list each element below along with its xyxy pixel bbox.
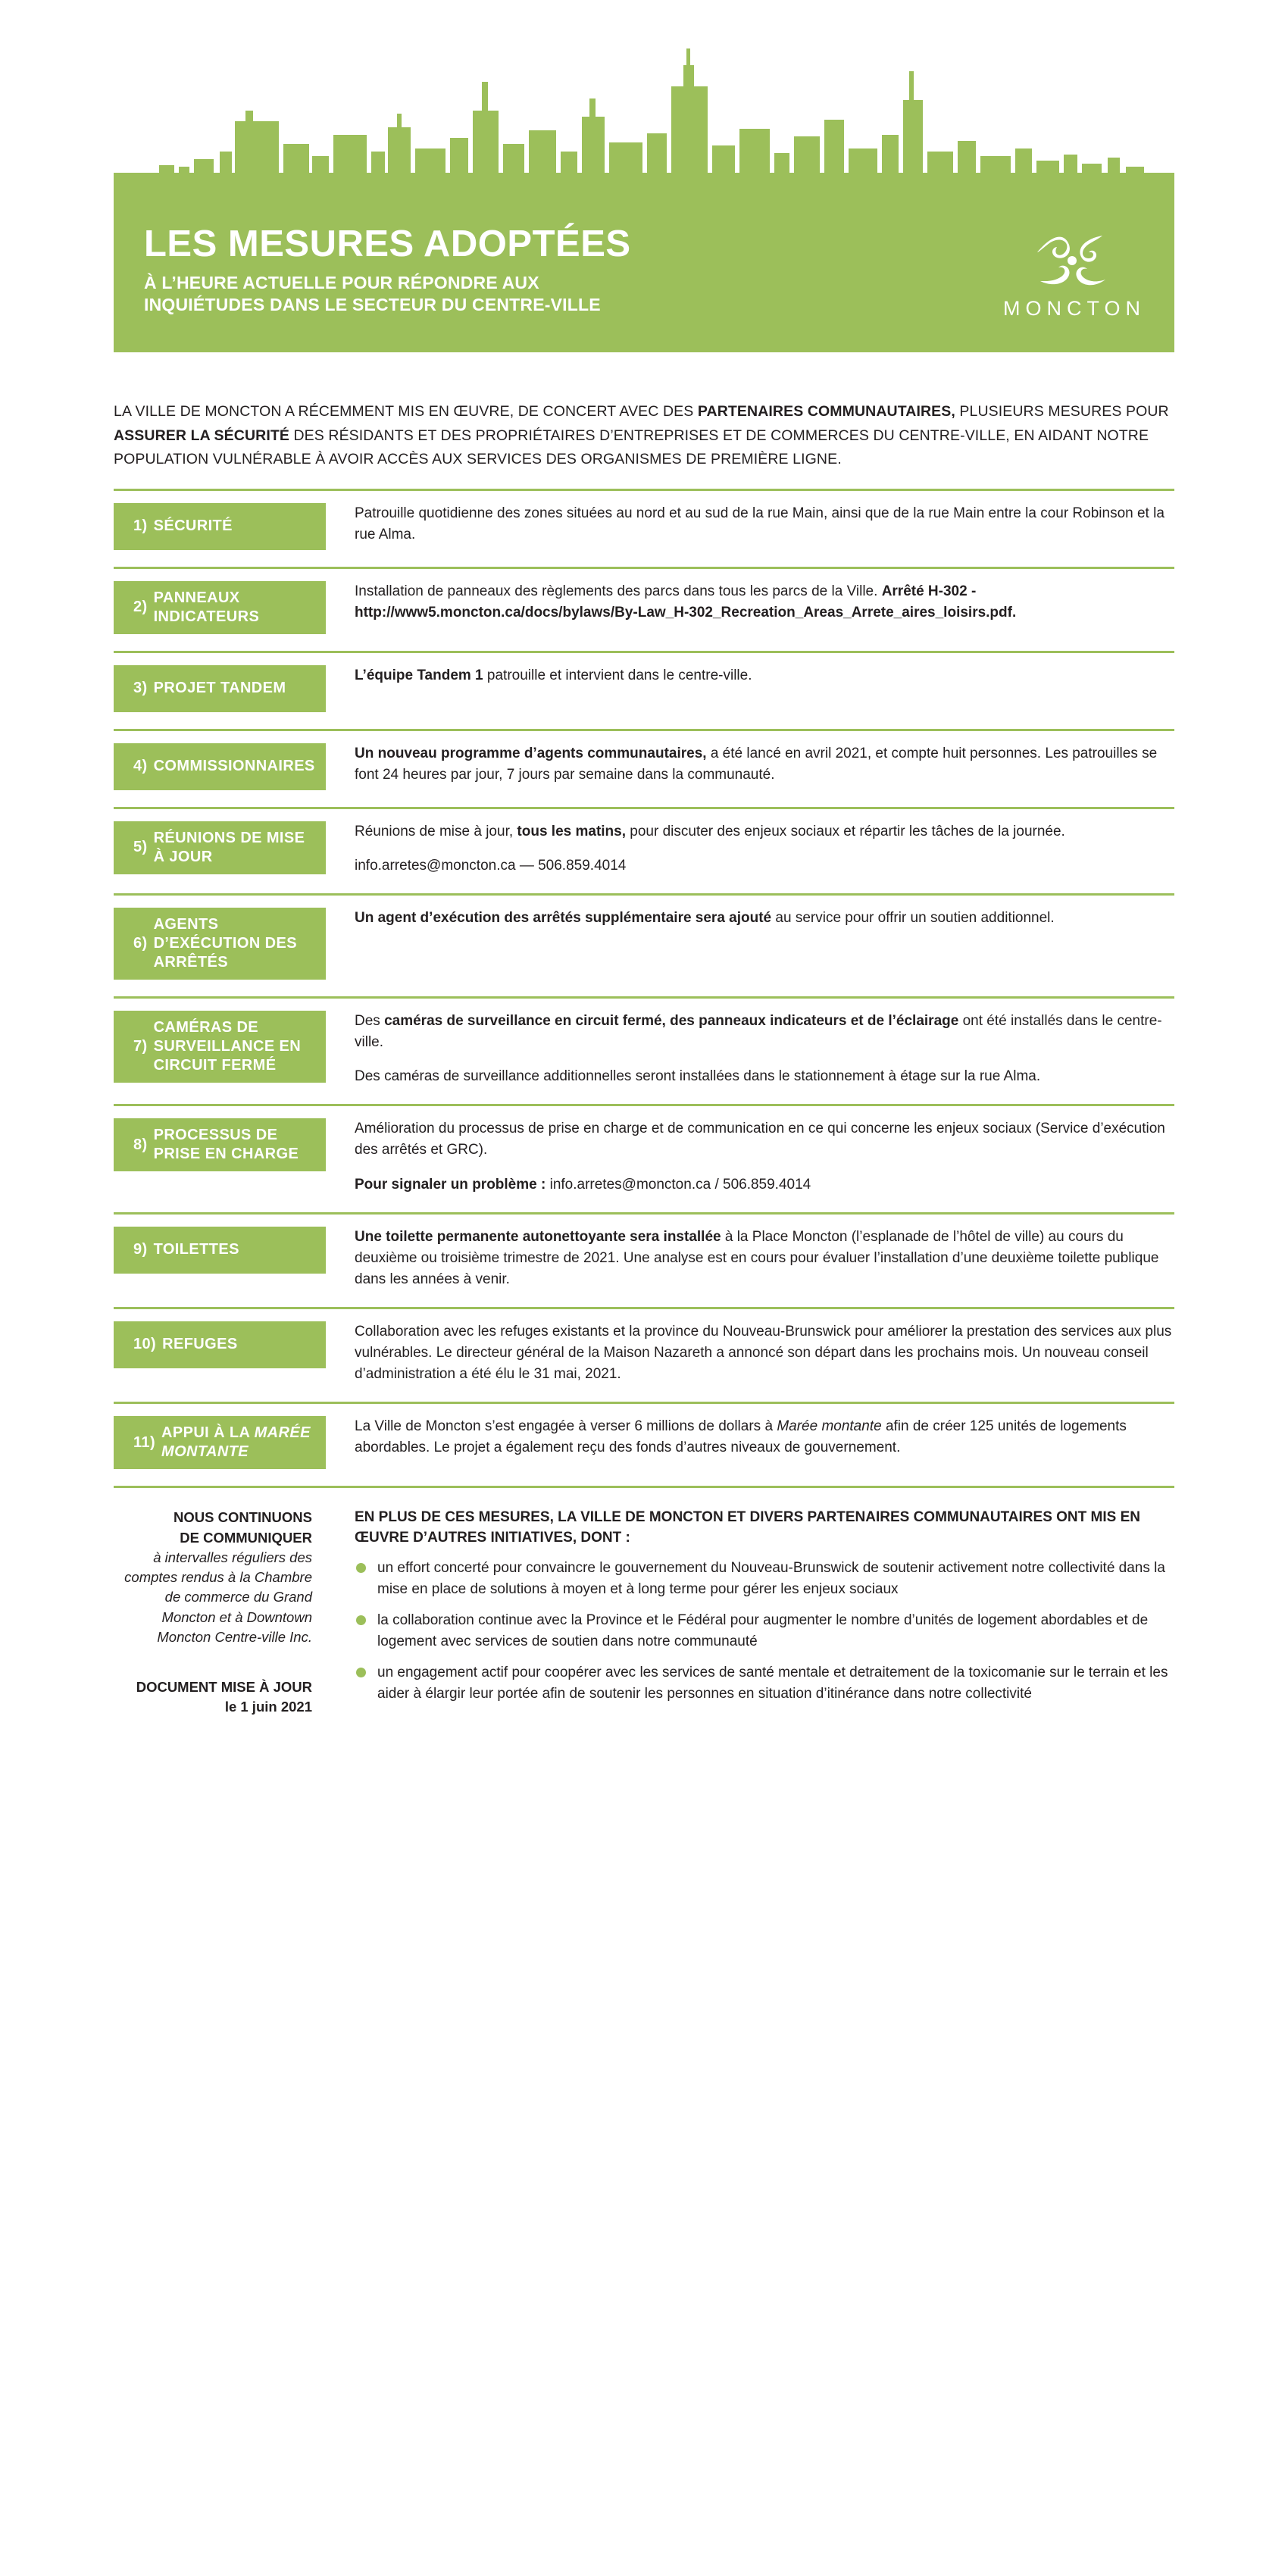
measure-body [326, 1321, 1174, 1385]
measure-number: 3) [133, 680, 148, 697]
measure-label-7 [114, 1011, 326, 1083]
text-run: Arrêté H-302 - http://www5.moncton.ca/docs/bylaws/By-Law_H-302_Recreation_Areas_Arrete_aires_loisirs.pdf. [355, 583, 1017, 621]
measure-label-text: REFUGES [162, 1336, 238, 1353]
text-run: Des caméras de surveillance additionnelles seront installées dans le stationnement à étage sur la rue Alma. [355, 1068, 1041, 1085]
footer-bullet-list [355, 1558, 1174, 1704]
measure-paragraph [355, 1321, 1174, 1385]
measure-label-5 [114, 821, 326, 874]
measure-paragraph [355, 821, 1174, 843]
header [114, 38, 1174, 371]
page-subtitle-line1: À L’HEURE ACTUELLE POUR RÉPONDRE AUX [144, 272, 539, 292]
footer [114, 1488, 1174, 1717]
text-run: Marée montante [777, 1418, 882, 1435]
measure-label-text: RÉUNIONS DE MISE À JOUR [153, 829, 305, 865]
text-run: Une toilette permanente autonettoyante sera installée [355, 1228, 721, 1245]
measure-number: 6) [133, 934, 148, 952]
measure-number: 11) [133, 1433, 156, 1451]
moncton-logo [998, 222, 1174, 320]
footer-lead-text: EN PLUS DE CES MESURES, LA VILLE DE MONCTON ET DIVERS PARTENAIRES COMMUNAUTAIRES ONT MIS EN ŒUVRE D’AUTRES INITIATIVES, DONT : [355, 1509, 1140, 1546]
measure-row [114, 743, 1174, 790]
measure-paragraph [355, 908, 1174, 929]
measure-paragraph [355, 1174, 1174, 1196]
measure-label-4 [114, 743, 326, 790]
measure-paragraph [355, 1118, 1174, 1161]
text-run: Collaboration avec les refuges existants et la province du Nouveau-Brunswick pour améliorer la prestation des services aux plus vulnérables. Le directeur général de la Maison Nazareth a annoncé son départ dans les prochains mois. Un nouveau conseil d’administration a été élu le 31 mai, 2021. [355, 1323, 1172, 1383]
measure-label-text: PROJET TANDEM [153, 680, 286, 697]
measure-row [114, 908, 1174, 980]
measure-row [114, 1011, 1174, 1087]
text-run: au service pour offrir un soutien additionnel. [771, 909, 1055, 926]
measure-label-text: COMMISSIONNAIRES [153, 758, 315, 775]
measure-label-9 [114, 1227, 326, 1274]
measure-row [114, 1227, 1174, 1290]
measure-body [326, 1011, 1174, 1087]
measure-label-3 [114, 665, 326, 712]
measure-body [326, 581, 1174, 624]
measure-label-11 [114, 1416, 326, 1469]
measure-label-1 [114, 503, 326, 550]
text-run: info.arretes@moncton.ca / 506.859.4014 [546, 1176, 811, 1193]
measure-label-text: APPUI À LA MARÉE MONTANTE [161, 1424, 311, 1461]
skyline-illustration [114, 38, 1174, 197]
footer-left-column [114, 1508, 326, 1717]
text-run: info.arretes@moncton.ca — 506.859.4014 [355, 857, 627, 874]
measure-paragraph [355, 743, 1174, 786]
measure-number: 1) [133, 517, 148, 535]
measure-label-text: SÉCURITÉ [153, 517, 233, 535]
measure-body [326, 1227, 1174, 1290]
footer-left-bold-line1: NOUS CONTINUONS [174, 1509, 312, 1526]
footer-bullet-item: la collaboration continue avec la Province et le Fédéral pour augmenter le nombre d’unités de logement abordables et de logement avec services de soutien dans notre communauté [355, 1610, 1174, 1652]
measure-label-text: TOILETTES [153, 1241, 239, 1258]
text-run: patrouille et intervient dans le centre-ville. [483, 667, 752, 683]
measure-label-text: CAMÉRAS DE SURVEILLANCE EN CIRCUIT FERMÉ [153, 1018, 302, 1074]
measure-row [114, 1321, 1174, 1385]
text-run: pour discuter des enjeux sociaux et répartir les tâches de la journée. [626, 823, 1065, 839]
text-run: Réunions de mise à jour, [355, 823, 517, 839]
measure-row [114, 1118, 1174, 1195]
text-run: Patrouille quotidienne des zones situées au nord et au sud de la rue Main, ainsi que de la rue Main entre la cour Robinson et la rue Alma. [355, 505, 1165, 542]
measure-paragraph [355, 855, 1174, 877]
text-run: Pour signaler un problème : [355, 1176, 546, 1193]
measure-label-6 [114, 908, 326, 980]
intro-bold2: ASSURER LA SÉCURITÉ [114, 427, 289, 444]
measure-row [114, 503, 1174, 550]
measure-row [114, 821, 1174, 877]
footer-right-column [326, 1508, 1174, 1715]
measure-number: 7) [133, 1037, 148, 1055]
measure-number: 4) [133, 758, 148, 775]
footer-doc-line1: DOCUMENT MISE À JOUR [136, 1679, 312, 1696]
text-run: caméras de surveillance en circuit fermé, des panneaux indicateurs et de l’éclairage [384, 1012, 959, 1029]
measure-label-text: AGENTS D’EXÉCUTION DES ARRÊTÉS [153, 915, 297, 971]
measure-label-text: PANNEAUX INDICATEURS [153, 589, 260, 625]
text-run: afin de créer 125 unités de logements abordables. Le projet a également reçu des fonds d’autres niveaux de gouvernement. [355, 1418, 1127, 1456]
measure-number: 8) [133, 1136, 148, 1153]
page-title: LES MESURES ADOPTÉES [144, 224, 631, 265]
measure-body [326, 1118, 1174, 1195]
measure-paragraph [355, 1066, 1174, 1087]
text-run: Un agent d’exécution des arrêtés supplémentaire sera ajouté [355, 909, 772, 926]
measure-paragraph [355, 665, 1174, 686]
measure-number: 2) [133, 599, 148, 616]
measure-body [326, 908, 1174, 929]
intro-bold1: PARTENAIRES COMMUNAUTAIRES, [697, 403, 955, 420]
footer-bullet-item: un engagement actif pour coopérer avec les services de santé mentale et detraitement de la toxicomanie sur le terrain et les aider à élargir leur portée afin de soutenir les personnes en situation d’itinérance dans notre collectivité [355, 1662, 1174, 1704]
measure-label-2 [114, 581, 326, 634]
measure-row [114, 1416, 1174, 1469]
moncton-swoosh-icon [1027, 222, 1118, 294]
header-band [114, 189, 1174, 352]
text-run: Des [355, 1012, 385, 1029]
footer-bullet-item: un effort concerté pour convaincre le gouvernement du Nouveau-Brunswick de soutenir activement notre collectivité dans la mise en place de solutions à moyen et à long terme pour gérer les enjeux sociaux [355, 1558, 1174, 1599]
measure-row [114, 665, 1174, 712]
page-subtitle [144, 272, 631, 317]
measure-body [326, 665, 1174, 686]
measure-body [326, 821, 1174, 877]
measure-paragraph [355, 1416, 1174, 1458]
measure-label-text: PROCESSUS DE PRISE EN CHARGE [153, 1127, 299, 1163]
text-run: L’équipe Tandem 1 [355, 667, 483, 683]
measure-paragraph [355, 1227, 1174, 1290]
measure-number: 5) [133, 839, 148, 856]
page-subtitle-line2: INQUIÉTUDES DANS LE SECTEUR DU CENTRE-VILLE [144, 295, 601, 315]
moncton-logo-text: MONCTON [1003, 296, 1146, 320]
measure-label-8 [114, 1118, 326, 1171]
intro-part1: LA VILLE DE MONCTON A RÉCEMMENT MIS EN ŒUVRE, DE CONCERT AVEC DES [114, 403, 698, 420]
text-run: ont été installés dans le centre-ville. [355, 1012, 1162, 1051]
measure-paragraph [355, 581, 1174, 624]
text-run: tous les matins, [517, 823, 627, 839]
text-run: Amélioration du processus de prise en charge et de communication en ce qui concerne les enjeux sociaux (Service d’exécution des arrêtés et GRC). [355, 1121, 1165, 1158]
measure-body [326, 503, 1174, 546]
measure-label-10 [114, 1321, 326, 1368]
footer-left-bold-line2: DE COMMUNIQUER [180, 1529, 312, 1546]
text-run: a été lancé en avril 2021, et compte huit personnes. Les patrouilles se font 24 heures par jour, 7 jours par semaine dans la communauté. [355, 745, 1158, 783]
measure-body [326, 1416, 1174, 1458]
footer-left-italic: à intervalles réguliers des comptes rendus à la Chambre de commerce du Grand Moncton et à Downtown Moncton Centre-ville Inc. [124, 1549, 312, 1645]
intro-part3: DES RÉSIDANTS ET DES PROPRIÉTAIRES D’ENTREPRISES ET DE COMMERCES DU CENTRE-VILLE, EN AIDANT NOTRE POPULATION VULNÉRABLE À AVOIR ACCÈS AUX SERVICES DES ORGANISMES DE PREMIÈRE LIGNE. [114, 427, 1149, 468]
intro-part2: PLUSIEURS MESURES POUR [955, 403, 1169, 420]
text-run: Un nouveau programme d’agents communautaires, [355, 745, 707, 761]
text-run: La Ville de Moncton s’est engagée à verser 6 millions de dollars à [355, 1418, 777, 1435]
measures-list [114, 489, 1174, 1489]
measure-paragraph [355, 503, 1174, 546]
measure-number: 9) [133, 1241, 148, 1258]
measure-paragraph [355, 1011, 1174, 1053]
measure-body [326, 743, 1174, 786]
measure-number: 10) [133, 1336, 157, 1353]
footer-doc-line2: le 1 juin 2021 [224, 1699, 312, 1715]
intro-paragraph [114, 400, 1174, 472]
header-text-block [114, 225, 631, 316]
text-run: Installation de panneaux des règlements des parcs dans tous les parcs de la Ville. [355, 583, 882, 599]
text-run: à la Place Moncton (l’esplanade de l’hôtel de ville) au cours du deuxième ou troisième trimestre de 2021. Une analyse est en cours pour évaluer l’installation d’une deuxième toilette publique dans les années à venir. [355, 1228, 1159, 1287]
measure-row [114, 581, 1174, 634]
